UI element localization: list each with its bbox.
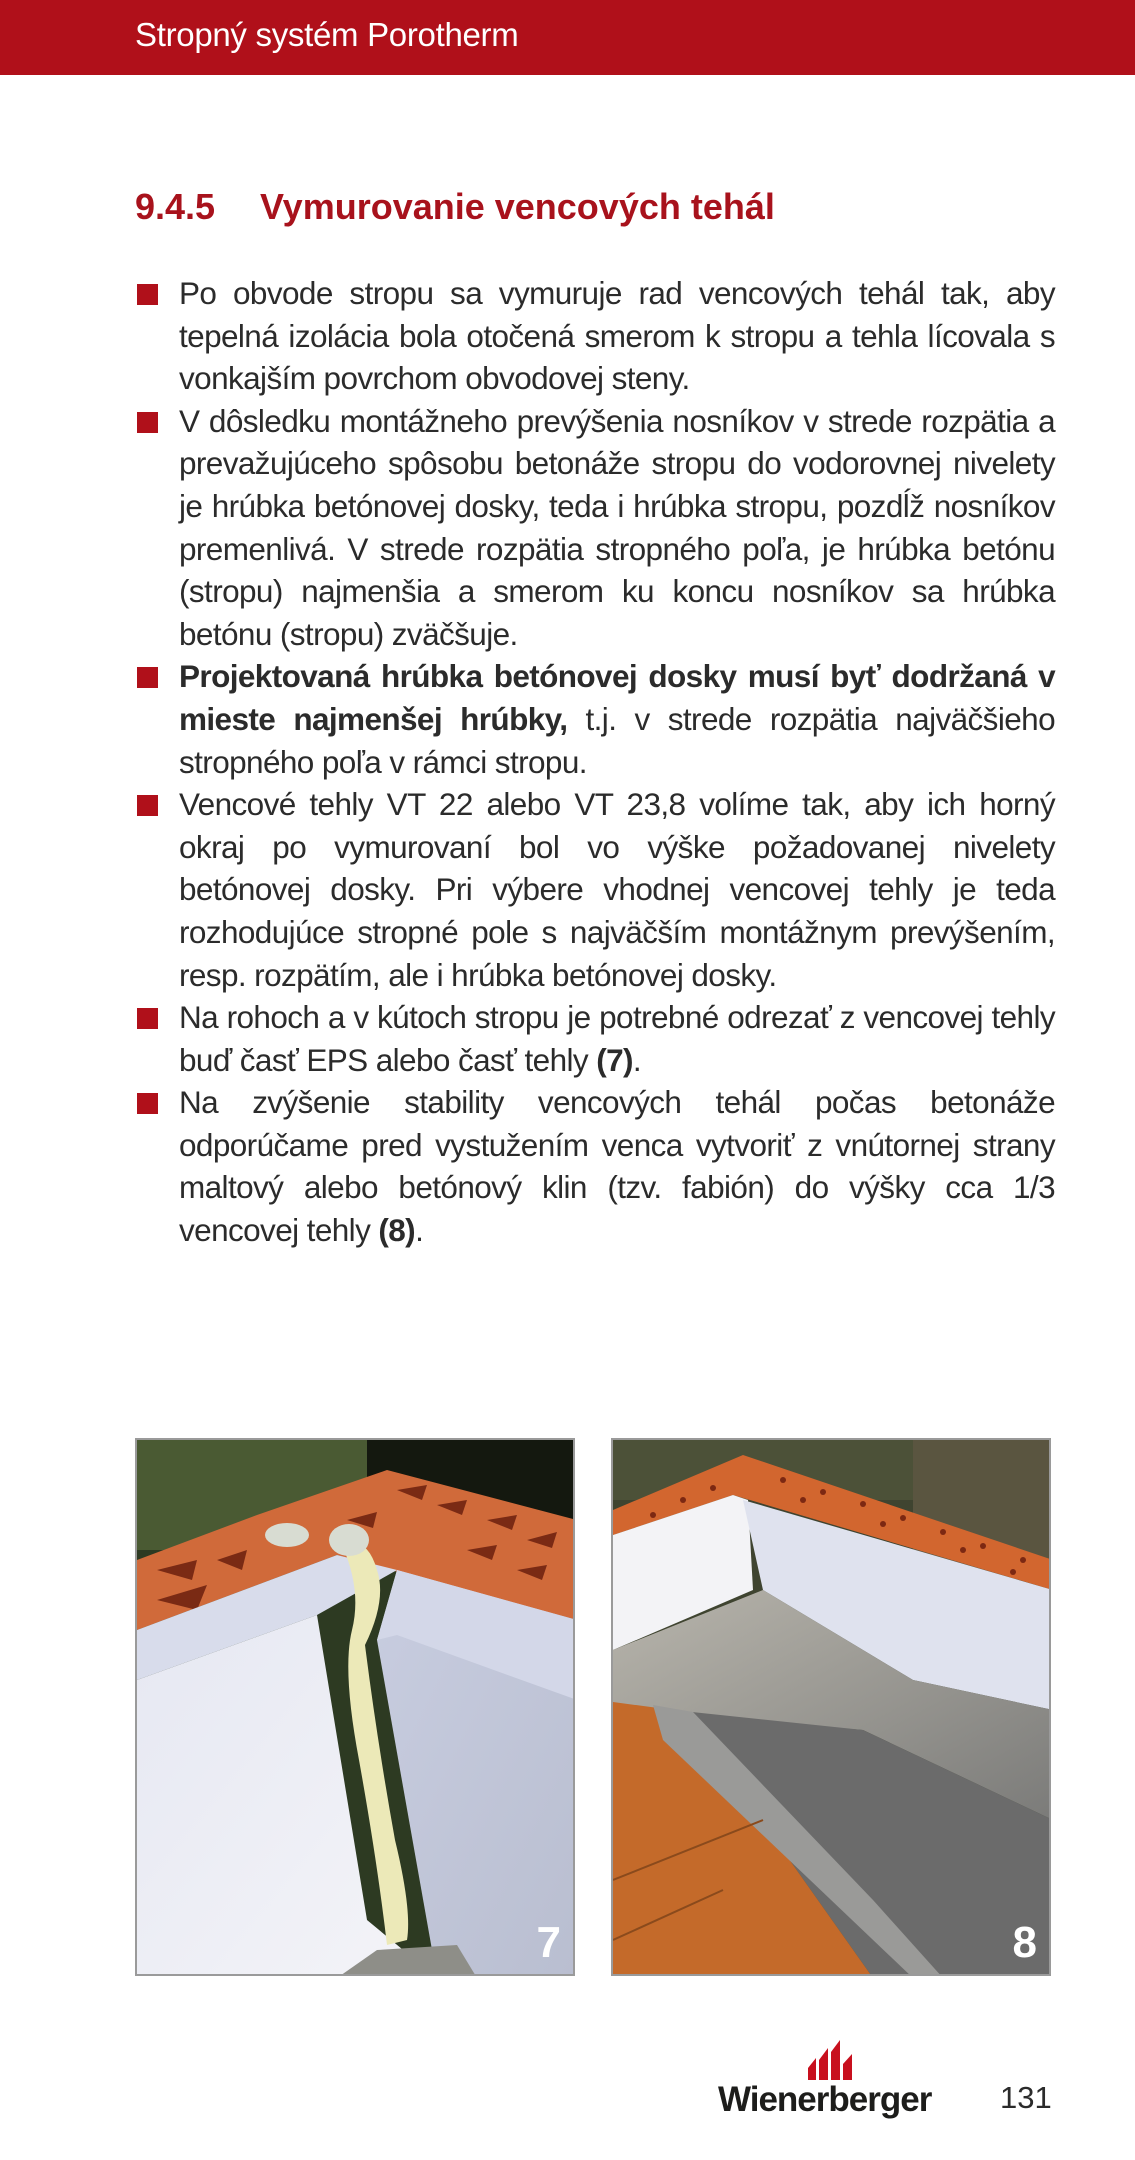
square-bullet-icon [137, 1008, 158, 1029]
page-number: 131 [1000, 2080, 1052, 2115]
bullet-text: t.j. v strede rozpätia najväčšieho stropného poľa v rámci stropu. [179, 700, 1055, 780]
square-bullet-icon [137, 284, 158, 305]
bullet-item [135, 996, 1055, 1081]
figure-ref: (7) [596, 1041, 633, 1078]
bullet-bold-text: Projektovaná hrúbka betónovej dosky musí byť dodržaná v mieste najmenšej hrúbky, [179, 658, 1055, 737]
bullet-item [135, 655, 1055, 783]
square-bullet-icon [137, 795, 158, 816]
photo-label: 7 [536, 1918, 561, 1967]
running-header-title: Stropný systém Porotherm [135, 16, 519, 53]
photo-7 [135, 1438, 575, 1976]
photo-label: 8 [1012, 1918, 1037, 1967]
mortar-wedge-photo [613, 1440, 1051, 1976]
figure-ref: (8) [378, 1212, 416, 1249]
photo-8 [611, 1438, 1051, 1976]
bullet-end: . [415, 1212, 424, 1249]
bullet-list [135, 272, 1055, 1252]
bullet-item [135, 783, 1055, 996]
square-bullet-icon [137, 667, 158, 688]
square-bullet-icon [137, 412, 158, 433]
bullet-text: Vencové tehly VT 22 alebo VT 23,8 volíme tak, aby ich horný okraj po vymurovaní bol vo výške požadovanej nivelety betónovej dosky. Pri výbere vhodnej vencovej tehly je teda rozhodujúce stropné pole s najväčším montážnym prevýšením, resp. rozpätím, ale i hrúbka betónovej dosky. [179, 786, 1055, 993]
section-title: Vymurovanie vencových tehál [260, 186, 775, 227]
bullet-end: . [632, 1041, 642, 1078]
bullet-text: Na rohoch a v kútoch stropu je potrebné odrezať z vencovej tehly buď časť EPS alebo časť tehly [179, 999, 1055, 1078]
header-bar [0, 0, 1135, 75]
bullet-text: V dôsledku montážneho prevýšenia nosníkov v strede rozpätia a prevažujúceho spôsobu betonáže stropu do vodorovnej nivelety je hrúbka betónovej dosky, teda i hrúbka stropu, pozdĺž nosníkov premenlivá. V strede rozpätia stropného poľa, je hrúbka betónu (stropu) najmenšia a smerom ku koncu nosníkov sa hrúbka betónu (stropu) zväčšuje. [179, 402, 1055, 652]
brand-mark-icon [806, 2040, 856, 2082]
bullet-item [135, 272, 1055, 400]
brand-name: Wienerberger [718, 2080, 932, 2119]
square-bullet-icon [137, 1093, 158, 1114]
section-heading [135, 186, 775, 228]
bullet-item [135, 400, 1055, 656]
wienerberger-logo [718, 2040, 958, 2120]
bullet-text: Na zvýšenie stability vencových tehál počas betonáže odporúčame pred vystužením venca vytvoriť z vnútornej strany maltový alebo betónový klin (tzv. fabión) do výšky cca 1/3 vencovej tehly [179, 1084, 1055, 1249]
section-number: 9.4.5 [135, 186, 216, 227]
eps-corner-photo [137, 1440, 575, 1976]
bullet-item [135, 1081, 1055, 1251]
bullet-text: Po obvode stropu sa vymuruje rad vencových tehál tak, aby tepelná izolácia bola otočená smerom k stropu a tehla lícovala s vonkajším povrchom obvodovej steny. [179, 275, 1055, 397]
